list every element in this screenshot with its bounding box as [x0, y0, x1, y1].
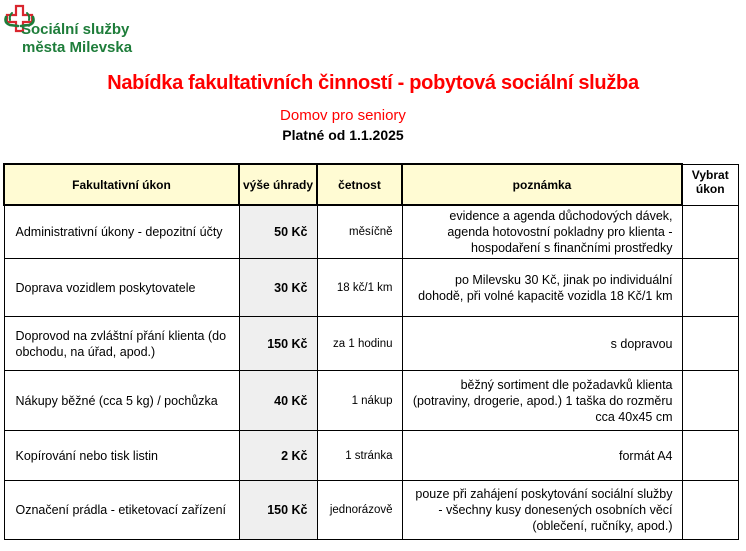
service-name: Doprava vozidlem poskytovatele	[4, 259, 239, 317]
service-price: 150 Kč	[239, 317, 317, 371]
table-row	[4, 317, 738, 371]
service-note: evidence a agenda důchodových dávek, agenda hotovostní pokladny pro klienta - hospodaření s finančními prostředky	[402, 205, 682, 259]
select-cell[interactable]	[682, 259, 738, 317]
logo-line-1: Sociální služby	[21, 21, 130, 38]
header-price: výše úhrady	[239, 164, 317, 205]
service-price: 40 Kč	[239, 371, 317, 431]
service-name: Označení prádla - etiketovací zařízení	[4, 481, 239, 540]
select-cell[interactable]	[682, 431, 738, 481]
service-frequency: jednorázově	[317, 481, 402, 540]
logo	[3, 4, 163, 56]
table-row	[4, 205, 738, 259]
service-frequency: 1 stránka	[317, 431, 402, 481]
select-cell[interactable]	[682, 317, 738, 371]
table-row	[4, 259, 738, 317]
service-name: Administrativní úkony - depozitní účty	[4, 205, 239, 259]
service-price: 30 Kč	[239, 259, 317, 317]
service-frequency: 18 kč/1 km	[317, 259, 402, 317]
service-frequency: za 1 hodinu	[317, 317, 402, 371]
header-select: Vybrat úkon	[682, 164, 738, 205]
logo-line-2: města Milevska	[22, 39, 133, 56]
service-frequency: 1 nákup	[317, 371, 402, 431]
service-note: po Milevsku 30 Kč, jinak po individuální dohodě, při volné kapacitě vozidla 18 Kč/1 km	[402, 259, 682, 317]
service-price: 150 Kč	[239, 481, 317, 540]
service-price: 2 Kč	[239, 431, 317, 481]
select-cell[interactable]	[682, 371, 738, 431]
services-table	[3, 163, 739, 540]
header-service: Fakultativní úkon	[4, 164, 239, 205]
service-note: pouze při zahájení poskytování sociální služby - všechny kusy donesených osobních věcí (oblečení, ručníky, apod.)	[402, 481, 682, 540]
service-name: Nákupy běžné (cca 5 kg) / pochůzka	[4, 371, 239, 431]
page-title: Nabídka fakultativních činností - pobytová sociální služba	[107, 72, 639, 94]
service-frequency: měsíčně	[317, 205, 402, 259]
service-note: s dopravou	[402, 317, 682, 371]
table-row	[4, 371, 738, 431]
table-row	[4, 431, 738, 481]
table-row	[4, 481, 738, 540]
service-price: 50 Kč	[239, 205, 317, 259]
page-subtitle: Domov pro seniory	[280, 107, 406, 124]
table-header-row	[4, 164, 738, 205]
service-name: Doprovod na zvláštní přání klienta (do obchodu, na úřad, apod.)	[4, 317, 239, 371]
select-cell[interactable]	[682, 205, 738, 259]
service-name: Kopírování nebo tisk listin	[4, 431, 239, 481]
valid-from: Platné od 1.1.2025	[282, 127, 404, 143]
select-cell[interactable]	[682, 481, 738, 540]
service-note: běžný sortiment dle požadavků klienta (potraviny, drogerie, apod.) 1 taška do rozměru cca 40x45 cm	[402, 371, 682, 431]
header-note: poznámka	[402, 164, 682, 205]
service-note: formát A4	[402, 431, 682, 481]
header-frequency: četnost	[317, 164, 402, 205]
